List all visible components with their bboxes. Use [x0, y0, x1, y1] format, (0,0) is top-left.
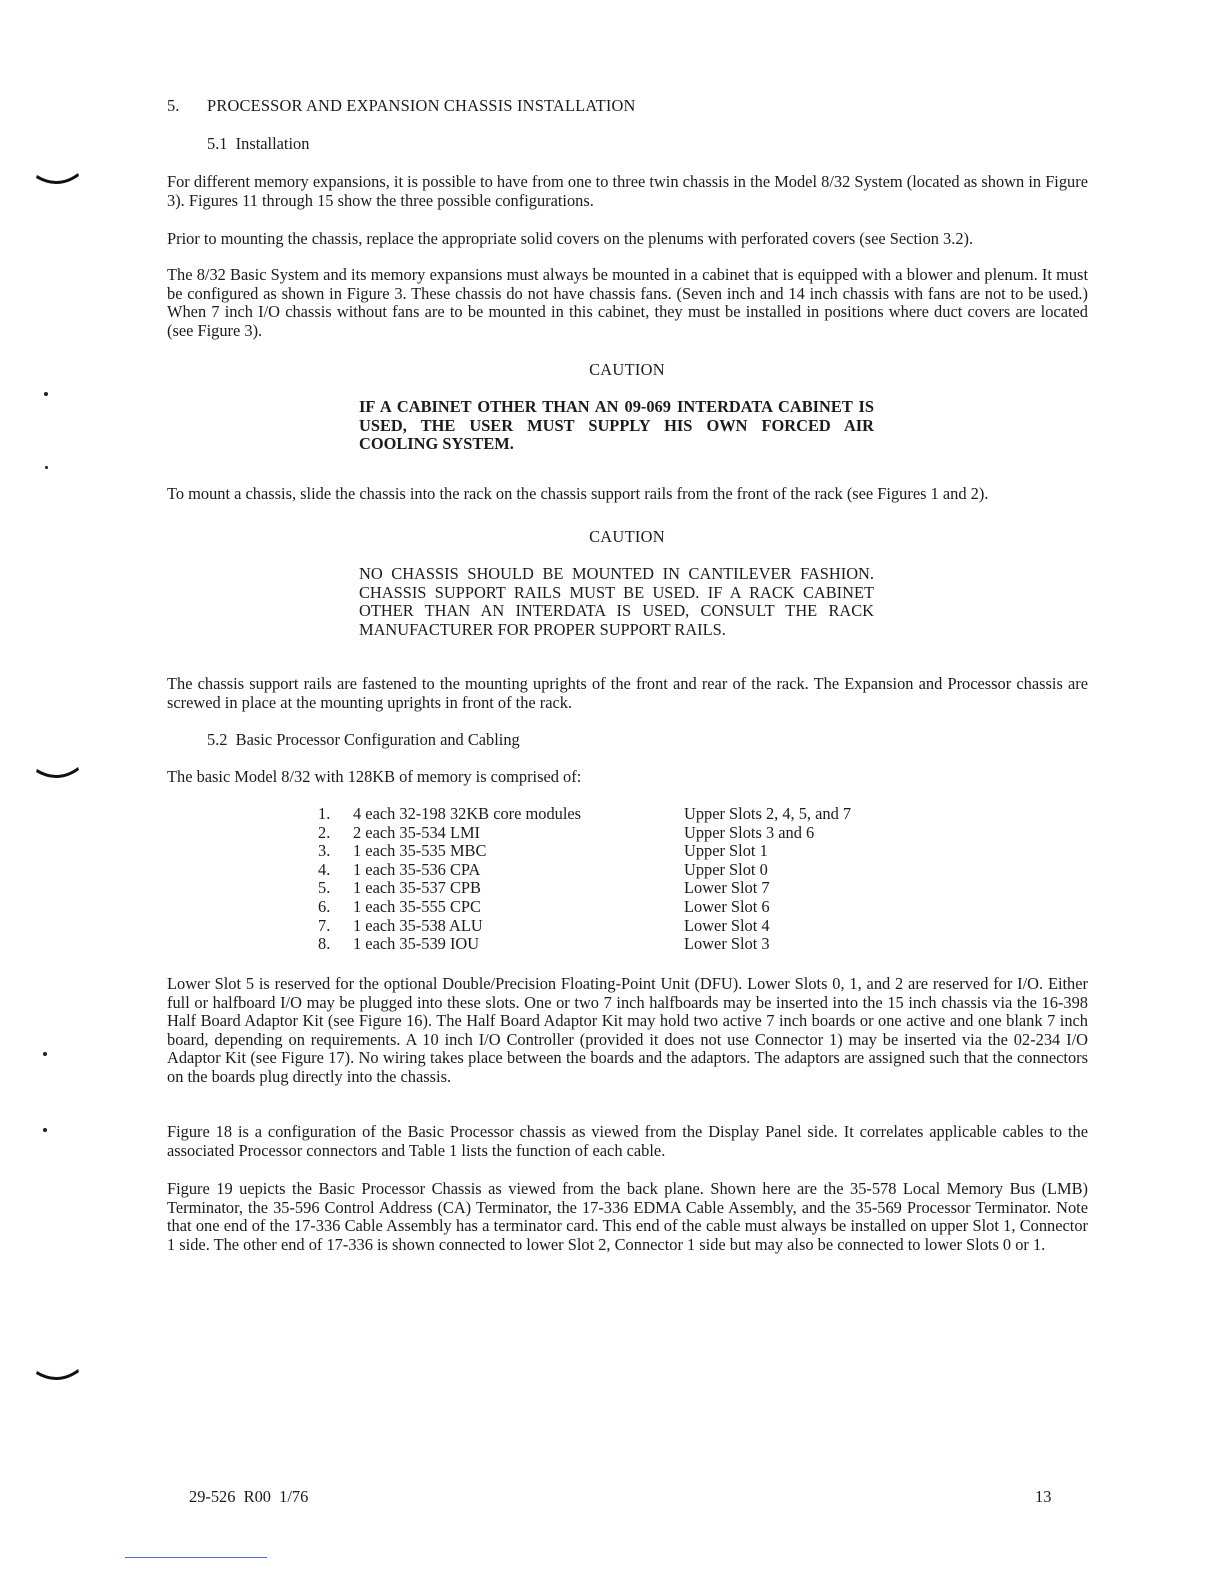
item-slot: Lower Slot 6: [684, 896, 770, 916]
item-description: 1 each 35-538 ALU: [353, 915, 483, 935]
item-slot: Upper Slots 3 and 6: [684, 822, 815, 842]
item-number: 8.: [318, 934, 331, 954]
page-number: 13: [1035, 1487, 1052, 1506]
item-number: 7.: [318, 915, 331, 935]
item-slot: Upper Slot 1: [684, 841, 768, 861]
item-number: 5.: [318, 878, 331, 898]
item-slot: Lower Slot 7: [684, 878, 770, 898]
margin-dot: [43, 1052, 47, 1056]
footer-document-id: 29-526 R00 1/76: [189, 1487, 309, 1506]
paragraph-memory-expansions: For different memory expansions, it is possible to have from one to three twin chassis in the Model 8/32 System (located as shown in Figure 3). Figures 11 through 15 show the three possible configurations.: [167, 172, 1088, 210]
section-title: PROCESSOR AND EXPANSION CHASSIS INSTALLATION: [207, 96, 636, 115]
caution-cooling-text: IF A CABINET OTHER THAN AN 09-069 INTERDATA CABINET IS USED, THE USER MUST SUPPLY HIS OWN FORCED AIR COOLING SYSTEM.: [359, 397, 874, 454]
paragraph-perforated-covers: Prior to mounting the chassis, replace the appropriate solid covers on the plenums with perforated covers (see Section 3.2).: [167, 229, 974, 248]
item-description: 4 each 32-198 32KB core modules: [353, 804, 582, 823]
section-number: 5.: [167, 96, 180, 115]
paragraph-lower-slots: Lower Slot 5 is reserved for the optional Double/Precision Floating-Point Unit (DFU). Lower Slots 0, 1, and 2 are reserved for I/O. Either full or halfboard I/O may be plugged into these slots. One or two 7 inch halfboards may be inserted into the 15 inch chassis via the 16-398 Half Board Adaptor Kit (see Figure 16). The Half Board Adaptor Kit may hold two active 7 inch boards or one active and one blank 7 inch board, depending on requirements. A 10 inch I/O Controller (provided it does not use Connector 1) may be inserted via the 02-234 I/O Adaptor Kit (see Figure 17). No wiring takes place between the boards and the adaptors. The adaptors are assigned such that the connectors on the boards plug directly into the chassis.: [167, 974, 1088, 1086]
binder-tick-mark: [36, 766, 80, 782]
item-description: 2 each 35-534 LMI: [353, 822, 480, 842]
item-number: 3.: [318, 841, 331, 861]
paragraph-cabinet-requirements: The 8/32 Basic System and its memory expansions must always be mounted in a cabinet that is equipped with a blower and plenum. It must be configured as shown in Figure 3. These chassis do not have chassis fans. (Seven inch and 14 inch chassis with fans are not to be used.) When 7 inch I/O chassis without fans are to be mounted in this cabinet, they must be installed in positions where duct covers are located (see Figure 3).: [167, 265, 1088, 340]
list-item: [318, 917, 888, 936]
list-item: [318, 898, 888, 917]
item-number: 1.: [318, 804, 331, 823]
binder-tick-mark: [36, 172, 80, 188]
list-item: [318, 842, 888, 861]
paragraph-mount-chassis: To mount a chassis, slide the chassis into the rack on the chassis support rails from the front of the rack (see Figures 1 and 2).: [167, 484, 989, 503]
list-item: [318, 879, 888, 898]
paragraph-basic-model: The basic Model 8/32 with 128KB of memory is comprised of:: [167, 767, 582, 786]
binder-tick-mark: [36, 1368, 80, 1384]
item-description: 1 each 35-555 CPC: [353, 896, 481, 916]
paragraph-figure-19: Figure 19 uepicts the Basic Processor Chassis as viewed from the back plane. Shown here are the 35-578 Local Memory Bus (LMB) Terminator, the 35-596 Control Address (CA) Terminator, the 17-336 EDMA Cable Assembly, and the 35-569 Processor Terminator. Note that one end of the 17-336 Cable Assembly has a terminator card. This end of the cable must always be installed on upper Slot 1, Connector 1 side. The other end of 17-336 is shown connected to lower Slot 2, Connector 1 side but may also be connected to lower Slots 0 or 1.: [167, 1179, 1088, 1254]
component-list: [318, 805, 888, 954]
list-item: [318, 861, 888, 880]
item-slot: Upper Slots 2, 4, 5, and 7: [684, 804, 852, 823]
caution-heading: CAUTION: [589, 360, 665, 379]
paragraph-figure-18: Figure 18 is a configuration of the Basic Processor chassis as viewed from the Display Panel side. It correlates applicable cables to the associated Processor connectors and Table 1 lists the function of each cable.: [167, 1122, 1088, 1160]
item-description: 1 each 35-536 CPA: [353, 859, 481, 879]
item-slot: Lower Slot 3: [684, 934, 770, 954]
list-item: [318, 935, 888, 954]
footer-rule: [125, 1557, 267, 1558]
margin-dot: [44, 392, 48, 396]
item-number: 6.: [318, 896, 331, 916]
caution-heading: CAUTION: [589, 527, 665, 546]
subsection-heading-5-1: 5.1 Installation: [207, 134, 310, 153]
item-description: 1 each 35-537 CPB: [353, 878, 481, 898]
item-number: 4.: [318, 859, 331, 879]
margin-dot: [45, 466, 48, 469]
item-slot: Lower Slot 4: [684, 915, 770, 935]
item-description: 1 each 35-535 MBC: [353, 841, 487, 861]
margin-dot: [43, 1128, 47, 1132]
item-slot: Upper Slot 0: [684, 859, 768, 879]
list-item: [318, 824, 888, 843]
caution-support-rails-text: NO CHASSIS SHOULD BE MOUNTED IN CANTILEVER FASHION. CHASSIS SUPPORT RAILS MUST BE USED. IF A RACK CABINET OTHER THAN AN INTERDATA IS USED, CONSULT THE RACK MANUFACTURER FOR PROPER SUPPORT RAILS.: [359, 564, 874, 639]
item-description: 1 each 35-539 IOU: [353, 934, 480, 954]
list-item: [318, 805, 888, 824]
subsection-heading-5-2: 5.2 Basic Processor Configuration and Cabling: [207, 730, 520, 749]
item-number: 2.: [318, 822, 331, 842]
paragraph-support-rails: The chassis support rails are fastened to the mounting uprights of the front and rear of the rack. The Expansion and Processor chassis are screwed in place at the mounting uprights in front of the rack.: [167, 674, 1088, 712]
